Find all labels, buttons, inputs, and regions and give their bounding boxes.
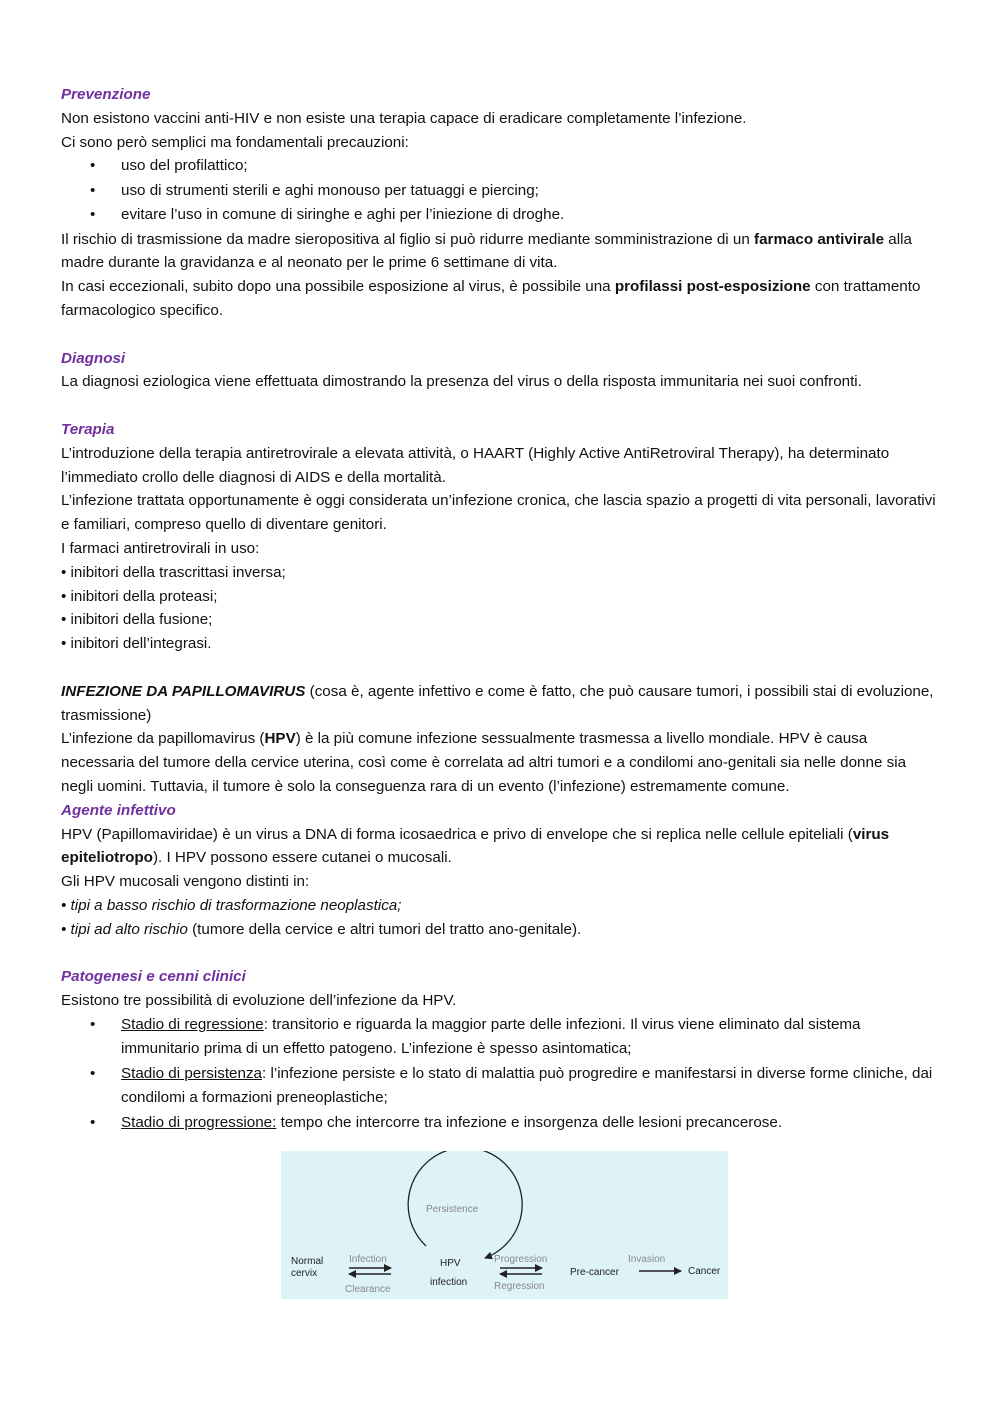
cancer-label: Cancer [688, 1266, 721, 1277]
list-item: • uso del profilattico; [61, 154, 941, 178]
persistence-label: Persistence [426, 1204, 479, 1215]
document-body [61, 83, 941, 1135]
paragraph: L’infezione trattata opportunamente è oggi considerata un’infezione cronica, che lascia spazio a progetti di vita personali, lavorativi e familiari, compreso quello di diventare genitori. [61, 492, 936, 534]
section-heading-patogenesi: Patogenesi e cenni clinici [61, 968, 246, 986]
infection-label: Infection [349, 1254, 387, 1265]
clearance-label: Clearance [345, 1284, 391, 1295]
paragraph: Ci sono però semplici ma fondamentali precauzioni: [61, 133, 409, 151]
list-item: • inibitori della trascrittasi inversa; [61, 563, 286, 581]
list-item [61, 1062, 941, 1111]
hpv-evolution-diagram [281, 1151, 728, 1299]
regression-label: Regression [494, 1281, 545, 1292]
list-item [61, 894, 941, 918]
text-run: con trattamento farmacologico specifico. [61, 278, 921, 319]
text-run: (cosa è, agente infettivo e come è fatto, che può causare tumori, i possibili stai di evoluzione, trasmissione) [61, 682, 934, 724]
section-heading-prevenzione: Prevenzione [61, 86, 151, 103]
text-run: L’infezione da papillomavirus ( [61, 730, 265, 748]
paragraph: Gli HPV mucosali vengono distinti in: [61, 873, 310, 891]
section-title-hpv: INFEZIONE DA PAPILLOMAVIRUS [61, 682, 306, 700]
normal-cervix-label: Normal [291, 1256, 324, 1267]
paragraph [61, 228, 941, 276]
progression-label: Progression [494, 1254, 548, 1265]
stage-label: Stadio di persistenza [121, 1064, 262, 1082]
precancer-label: Pre-cancer [570, 1267, 619, 1278]
text-run: (tumore della cervice e altri tumori del tratto ano-genitale). [187, 920, 582, 938]
text-run: ) è la più comune infezione sessualmente trasmessa a livello mondiale. HPV è causa necessaria del tumore della cervice uterina, così come è correlata ad altri tumori e a condilomi ano-genitali sia nelle donne sia negli uomini. Tuttavia, il tumore è solo la conseguenza rara di un evento (l’infezione) estremamente comune. [61, 730, 907, 795]
paragraph [61, 680, 941, 728]
text-run: : transitorio e riguarda la maggior parte delle infezioni. Il virus viene eliminato dal sistema immunitario prima di un effetto patogeno. L’infezione è spesso asintomatica; [121, 1015, 861, 1058]
paragraph [61, 727, 941, 798]
text-run: HPV (Papillomaviridae) è un virus a DNA di forma icosaedrica e privo di envelope che si replica nelle cellule epiteliali ( [61, 825, 853, 843]
normal-cervix-label: cervix [291, 1268, 318, 1279]
list-item: • inibitori dell’integrasi. [61, 635, 212, 653]
bold-term: HPV [264, 730, 296, 748]
paragraph [61, 275, 941, 323]
section-heading-terapia: Terapia [61, 420, 115, 438]
list-item: • uso di strumenti sterili e aghi monouso per tatuaggi e piercing; [61, 179, 941, 203]
paragraph [61, 823, 941, 871]
section-heading-diagnosi: Diagnosi [61, 349, 126, 367]
paragraph: Non esistono vaccini anti-HIV e non esiste una terapia capace di eradicare completamente l’infezione. [61, 109, 747, 127]
precautions-list [61, 154, 941, 227]
invasion-label: Invasion [628, 1254, 666, 1265]
diagram-svg [281, 1151, 728, 1299]
bold-term: profilassi post-esposizione [614, 278, 811, 296]
hpv-infection-label: HPV [440, 1258, 461, 1269]
text-run: Il rischio di trasmissione da madre sieropositiva al figlio si può ridurre mediante somministrazione di un [61, 230, 755, 248]
paragraph: Esistono tre possibilità di evoluzione dell’infezione da HPV. [61, 992, 457, 1010]
text-run: ). I HPV possono essere cutanei o mucosali. [152, 849, 452, 867]
text-run: In casi eccezionali, subito dopo una possibile esposizione al virus, è possibile una [61, 278, 615, 296]
text-run: tempo che intercorre tra infezione e insorgenza delle lesioni precancerose. [276, 1113, 783, 1131]
list-item [61, 1111, 941, 1135]
bold-term: virus epiteliotropo [61, 825, 890, 867]
list-item: • inibitori della fusione; [61, 611, 213, 629]
paragraph: I farmaci antiretrovirali in uso: [61, 539, 260, 557]
text-run: : l’infezione persiste e lo stato di malattia può progredire e manifestarsi in diverse forme cliniche, dai condilomi a formazioni preneoplastiche; [121, 1064, 933, 1107]
paragraph: L’introduzione della terapia antiretrovirale a elevata attività, o HAART (Highly Active AntiRetroviral Therapy), ha determinato l’immediato crollo delle diagnosi di AIDS e della mortalità. [61, 444, 890, 486]
section-heading-agente: Agente infettivo [61, 801, 176, 819]
text-run: alla madre durante la gravidanza e al neonato per le prime 6 settimane di vita. [61, 230, 912, 272]
stage-label: Stadio di regressione [121, 1015, 264, 1033]
bold-term: farmaco antivirale [754, 230, 885, 248]
text-run: • tipi a basso rischio di trasformazione neoplastica; [61, 896, 402, 914]
paragraph: La diagnosi eziologica viene effettuata dimostrando la presenza del virus o della risposta immunitaria nei suoi confronti. [61, 373, 862, 391]
text-run: • tipi ad alto rischio [61, 920, 188, 938]
hpv-infection-label: infection [430, 1277, 468, 1288]
list-item [61, 1013, 941, 1062]
stages-list [61, 1013, 941, 1135]
list-item [61, 918, 941, 942]
list-item: • evitare l’uso in comune di siringhe e aghi per l’iniezione di droghe. [61, 203, 941, 227]
stage-label: Stadio di progressione: [121, 1113, 277, 1131]
list-item: • inibitori della proteasi; [61, 587, 218, 605]
diagram-background [281, 1151, 728, 1299]
